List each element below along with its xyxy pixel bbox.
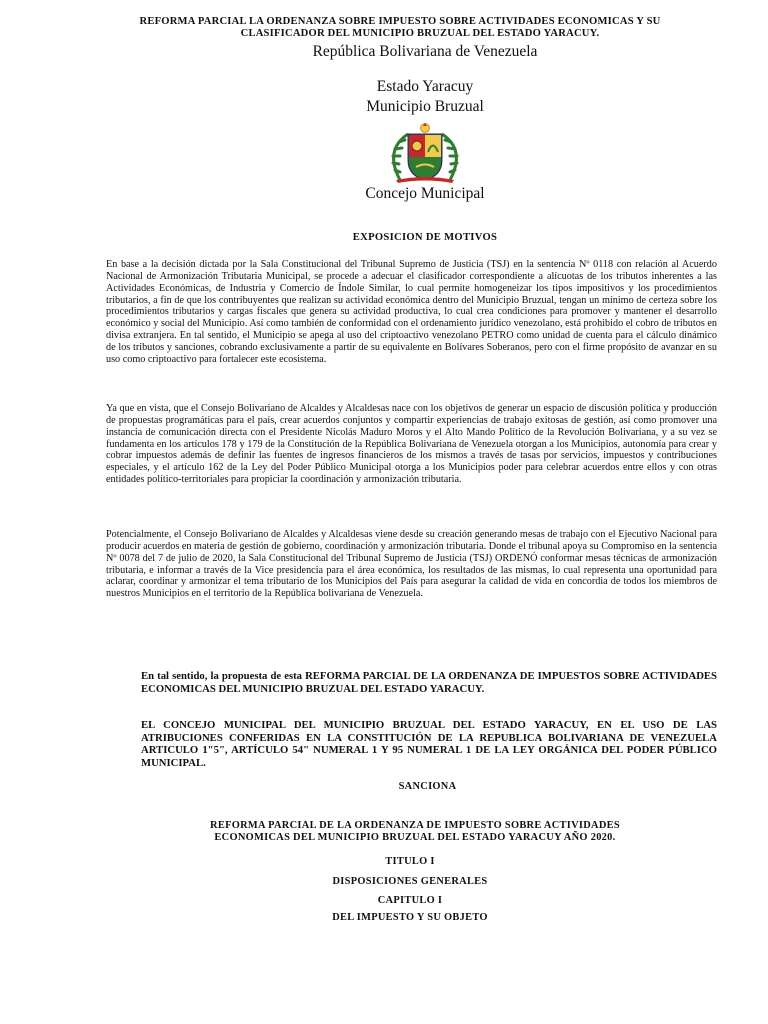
document-header-line-1: REFORMA PARCIAL LA ORDENANZA SOBRE IMPUESTO SOBRE ACTIVIDADES ECONOMICAS Y SU <box>139 16 661 27</box>
capitulo-heading: CAPITULO I <box>377 895 443 906</box>
council-attributions-paragraph: EL CONCEJO MUNICIPAL DEL MUNICIPIO BRUZUAL DEL ESTADO YARACUY, EN EL USO DE LAS ATRIBUCIONES CONFERIDAS EN LA CONSTITUCIÓN DE LA REPUBLICA BOLIVARIANA DE VENEZUELA ARTICULO 1"5", ARTÍCULO 54" NUMERAL 1 Y 95 NUMERAL 1 DE LA LEY ORGÁNICA DEL PODER PÚBLICO MUNICIPAL. <box>141 719 717 769</box>
disposiciones-heading: DISPOSICIONES GENERALES <box>332 876 488 887</box>
reform-title-line-1: REFORMA PARCIAL DE LA ORDENANZA DE IMPUESTO SOBRE ACTIVIDADES <box>210 820 620 831</box>
section-title: EXPOSICION DE MOTIVOS <box>352 232 498 243</box>
titulo-heading: TITULO I <box>385 856 435 867</box>
paragraph-2: Ya que en vista, que el Consejo Bolivariano de Alcaldes y Alcaldesas nace con los objetivos de generar un espacio de discusión política y producción de propuestas programáticas para el país, crear acuerdos conjuntos y compartir experiencias de trabajo exitosas de gestión, así como promover una instancia de comunicación directa con el Presidente Nicolás Maduro Moros y el Alto Mando Político de la Revolución Bolivariana, y a su vez se fundamenta en los artículos 178 y 179 de la Constitución de la República Bolivariana de Venezuela otorgan a los Municipios, autonomía para crear y cobrar impuestos además de definir las fuentes de ingresos financieros de los mismos a través de tasas por servicios, impuestos y contribuciones especiales, y el artículo 162 de la Ley del Poder Público Municipal otorga a los Municipios poder para celebrar acuerdos entre ellos y con otras entidades político-territoriales para propiciar la coordinación y armonización tributaria. <box>106 403 717 486</box>
coat-of-arms-icon <box>378 122 472 184</box>
sanciona-heading: SANCIONA <box>398 781 457 792</box>
capitulo-title: DEL IMPUESTO Y SU OBJETO <box>332 912 488 923</box>
paragraph-1: En base a la decisión dictada por la Sala Constitucional del Tribunal Supremo de Justicia (TSJ) en la sentencia Nº 0118 con relación al Acuerdo Nacional de Armonización Tributaria Municipal, se procede a adecuar el clasificador correspondiente a alícuotas de los tributos inherentes a las Actividades Económicas, de Industria y Comercio de Índole Similar, lo cual permite homogeneizar los tipos impositivos y los procedimientos tributarios, a fin de que los contribuyentes que realizan su actividad económica dentro del Municipio Bruzual, tengan un mínimo de certeza sobre los procedimientos tributarios y cargas fiscales que genera su actividad productiva, lo cual crea condiciones para promover y mantener el desarrollo económico y social del Municipio. Así como también de conformidad con el ordenamiento jurídico venezolano, está prohibido el cobro de tributos en divisa extranjera. En tal sentido, el Municipio se apega al uso del criptoactivo venezolano PETRO como unidad de cuenta para el cálculo dinámico de los tributos y sanciones, cobrando exclusivamente a partir de su equivalente en Bolívares Soberanos, pero con el firme propósito de avanzar en su uso como criptoactivo para fortalecer este ecosistema. <box>106 259 717 365</box>
reform-title-line-2: ECONOMICAS DEL MUNICIPIO BRUZUAL DEL ESTADO YARACUY AÑO 2020. <box>214 832 616 843</box>
proposal-paragraph: En tal sentido, la propuesta de esta REFORMA PARCIAL DE LA ORDENANZA DE IMPUESTOS SOBRE ACTIVIDADES ECONOMICAS DEL MUNICIPIO BRUZUAL DEL ESTADO YARACUY. <box>141 670 717 695</box>
municipality-title: Municipio Bruzual <box>366 98 484 115</box>
council-title: Concejo Municipal <box>365 185 485 202</box>
state-title: Estado Yaracuy <box>376 78 474 95</box>
paragraph-3: Potencialmente, el Consejo Bolivariano de Alcaldes y Alcaldesas viene desde su creación generando mesas de trabajo con el Ejecutivo Nacional para producir acuerdos en materia de gestión de gobierno, coordinación y armonización tributaria. Donde el tribunal apoya su Compromiso en la sentencia Nº 0078 del 7 de julio de 2020, la Sala Constitucional del Tribunal Supremo de Justicia (TSJ) ORDENÓ conformar mesas técnicas de armonización tributaria, e informar a través de la Vice presidencia para el área económica, los resultados de las mismas, lo cual representa una oportunidad para aclarar, coordinar y armonizar el tema tributario de los Municipios del País para asegurar la calidad de vida en concordia de todos los miembros de nuestros Municipios en el territorio de la República bolivariana de Venezuela. <box>106 529 717 600</box>
document-header-line-2: CLASIFICADOR DEL MUNICIPIO BRUZUAL DEL ESTADO YARACUY. <box>240 28 600 39</box>
republic-title: República Bolivariana de Venezuela <box>312 43 538 60</box>
